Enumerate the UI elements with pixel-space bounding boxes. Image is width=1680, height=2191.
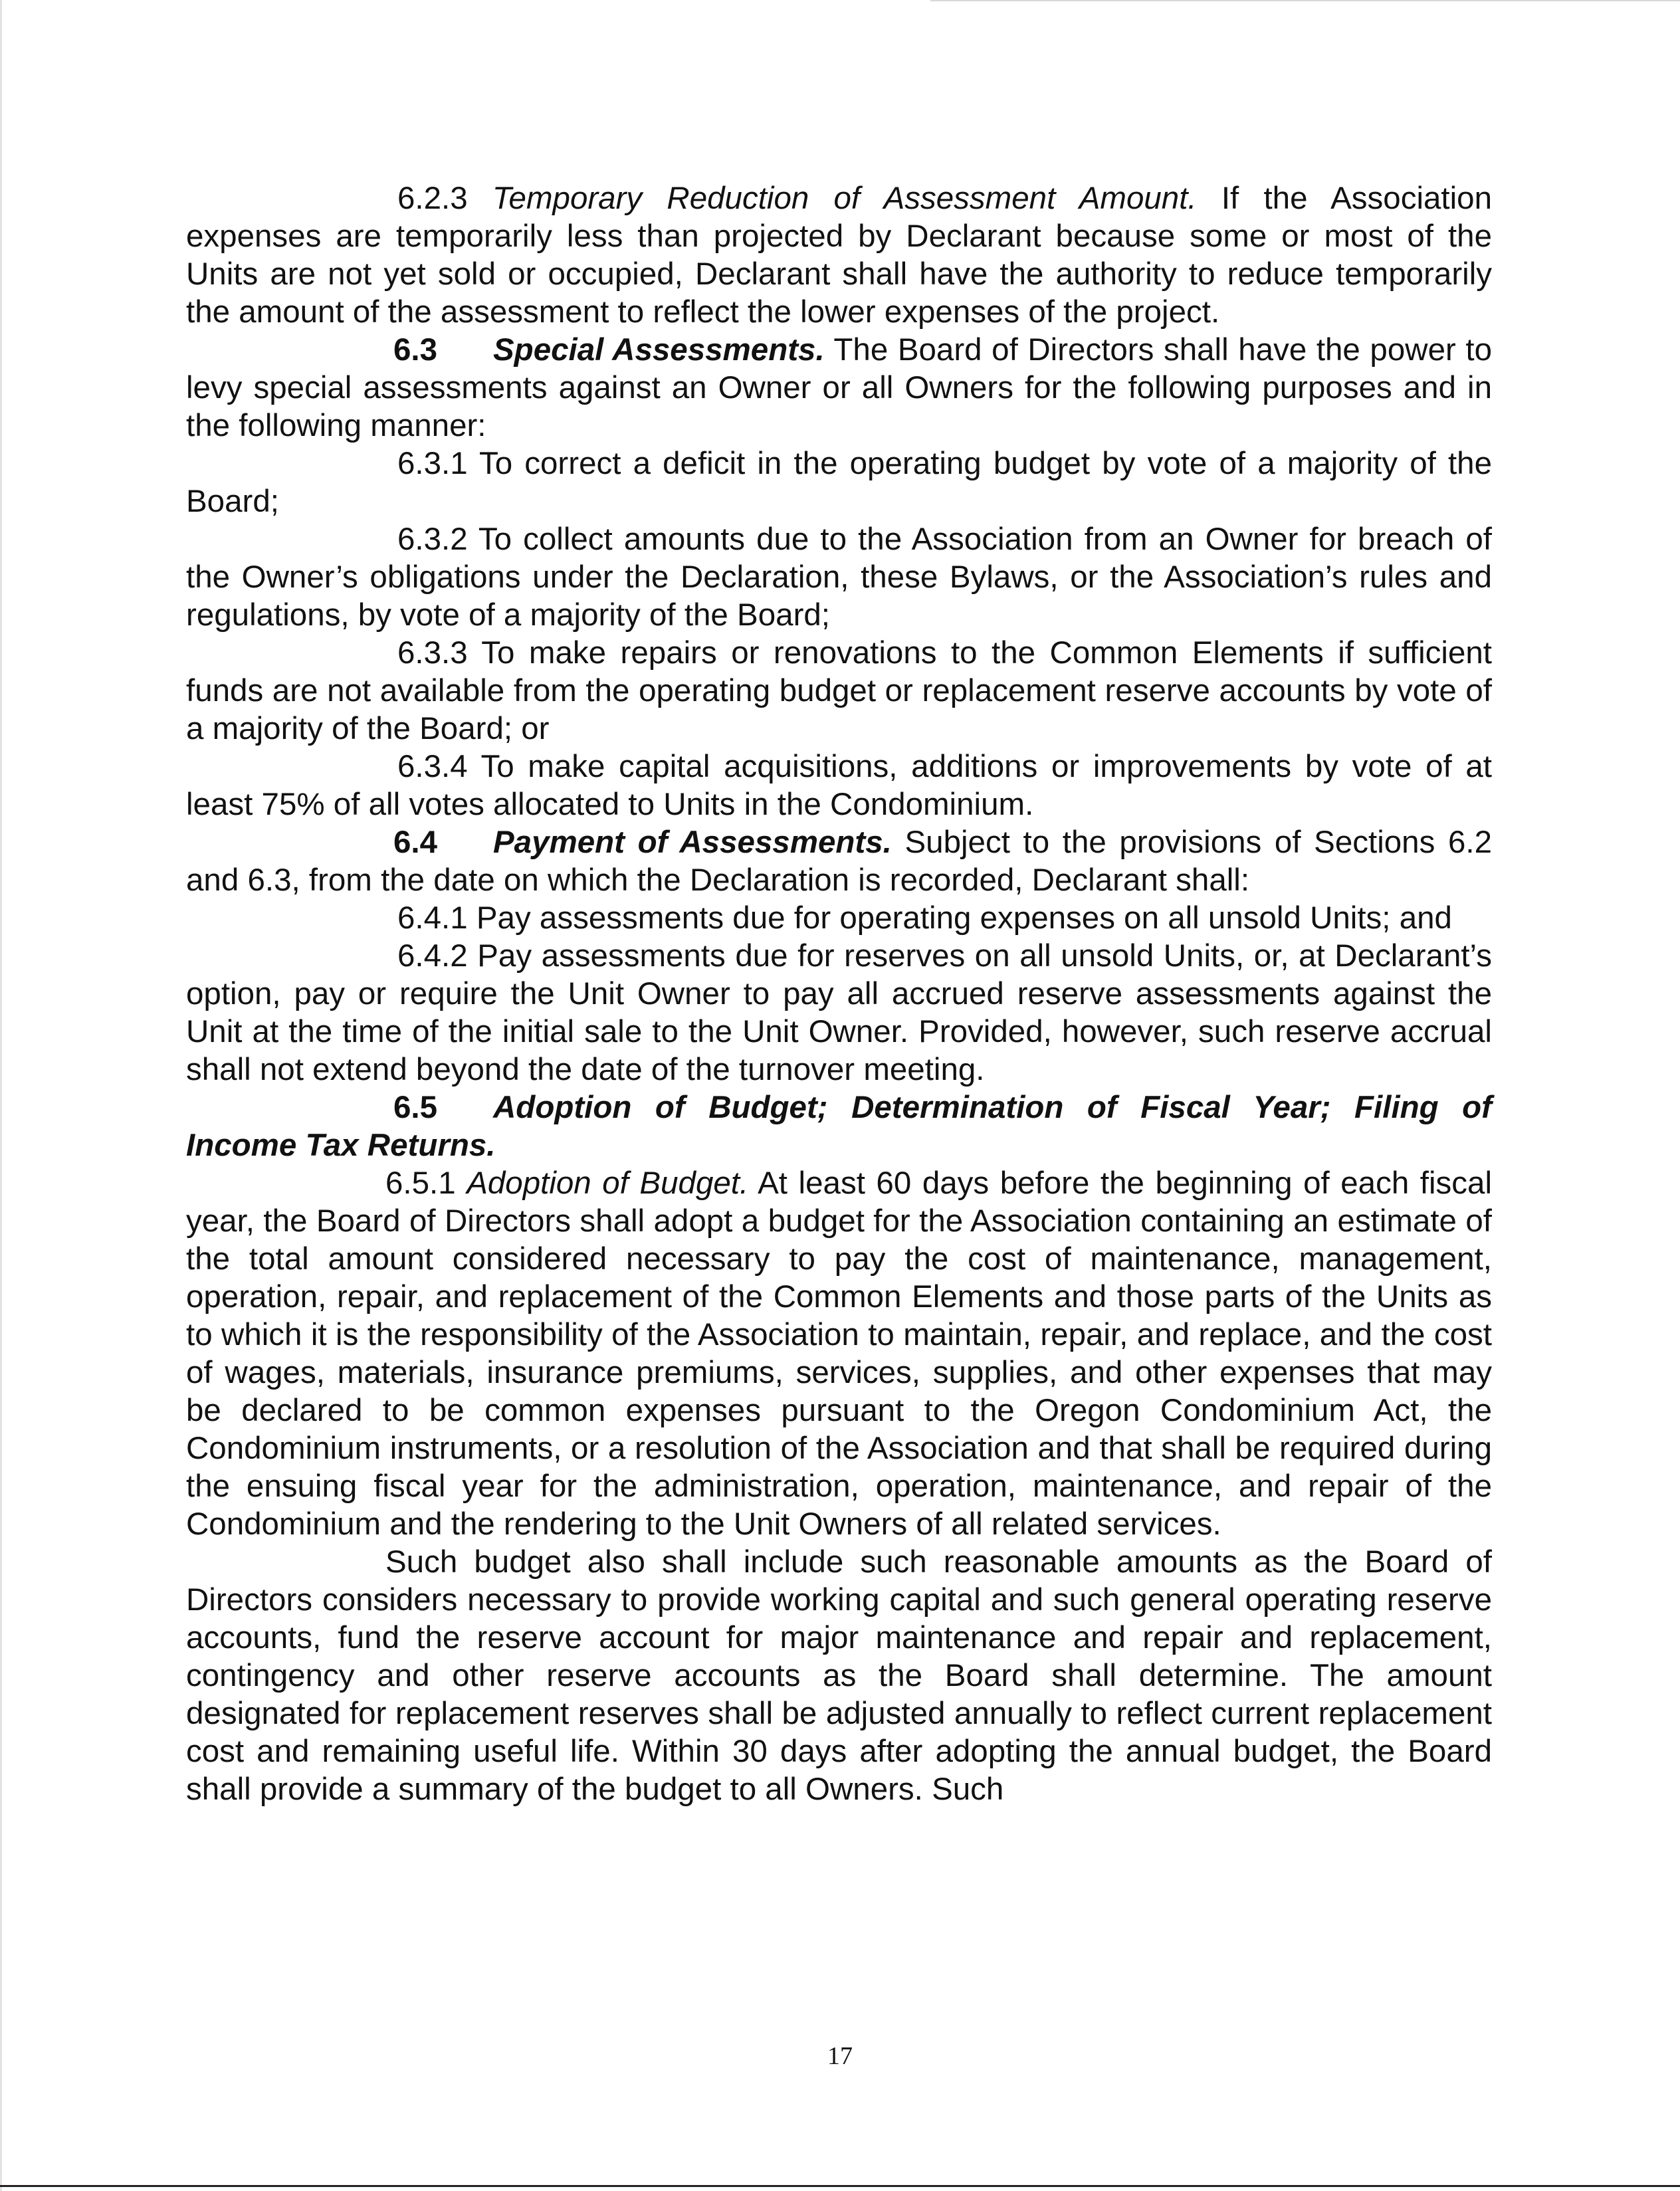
section-number: 6.3.3 <box>397 635 468 671</box>
paragraph-6-5-1-continued <box>186 1543 1492 1808</box>
section-text: Pay assessments due for operating expenses on all unsold Units; and <box>476 900 1452 936</box>
paragraph-6-3-2 <box>186 520 1492 634</box>
section-number: 6.4 <box>393 825 438 860</box>
paragraph-6-3-3 <box>186 634 1492 748</box>
section-title: Temporary Reduction of Assessment Amount. <box>492 181 1197 216</box>
section-text: Subject to the provisions of Sections 6.2 and 6.3, from the date on which the Declaration is recorded, Declarant shall: <box>186 825 1492 898</box>
section-title: Adoption of Budget; Determination of Fiscal Year; Filing of Income Tax Returns. <box>186 1090 1492 1163</box>
section-number: 6.3.1 <box>397 446 468 481</box>
section-title: Payment of Assessments. <box>493 825 892 860</box>
section-text: The Board of Directors shall have the power to levy special assessments against an Owner or all Owners for the following purposes and in the following manner: <box>186 332 1493 443</box>
section-number: 6.3 <box>393 332 438 367</box>
paragraph-6-4-2 <box>186 937 1492 1089</box>
section-text: Such budget also shall include such reasonable amounts as the Board of Directors considers necessary to provide working capital and such general operating reserve accounts, fund the reserve account for major maintenance and repair and replacement, contingency and other reserve accounts as the Board shall determine. The amount designated for replacement reserves shall be adjusted annually to reflect current replacement cost and remaining useful life. Within 30 days after adopting the annual budget, the Board shall provide a summary of the budget to all Owners. Such <box>186 1544 1492 1807</box>
paragraph-6-3-1 <box>186 445 1492 520</box>
section-number: 6.5 <box>393 1090 438 1125</box>
paragraph-6-4 <box>186 823 1492 899</box>
scan-edge-left <box>0 0 2 2191</box>
section-number: 6.3.2 <box>397 522 468 557</box>
section-number: 6.2.3 <box>397 181 468 216</box>
section-title: Adoption of Budget. <box>467 1166 749 1201</box>
section-title: Special Assessments. <box>493 332 825 367</box>
section-number: 6.4.1 <box>397 900 468 936</box>
section-text: To correct a deficit in the operating budget by vote of a majority of the Board; <box>186 446 1493 519</box>
scan-edge-bottom <box>0 2185 1680 2187</box>
section-number: 6.3.4 <box>397 749 468 784</box>
section-text: If the Association expenses are temporarily less than projected by Declarant because some or most of the Units are not yet sold or occupied, Declarant shall have the authority to reduce temporarily the amount of the assessment to reflect the lower expenses of the project. <box>186 181 1493 330</box>
paragraph-6-3 <box>186 331 1492 445</box>
paragraph-6-2-3 <box>186 179 1492 331</box>
document-body <box>186 179 1492 1808</box>
paragraph-6-4-1 <box>186 899 1492 937</box>
section-text: Pay assessments due for reserves on all unsold Units, or, at Declarant’s option, pay or require the Unit Owner to pay all accrued reserve assessments against the Unit at the time of the initial sale to the Unit Owner. Provided, however, such reserve accrual shall not extend beyond the date of the turnover meeting. <box>186 938 1493 1087</box>
section-text: To make capital acquisitions, additions or improvements by vote of at least 75% of all votes allocated to Units in the Condominium. <box>186 749 1492 822</box>
paragraph-6-3-4 <box>186 748 1492 823</box>
scan-edge-top <box>930 0 1680 1</box>
section-number: 6.5.1 <box>385 1166 456 1201</box>
section-number: 6.4.2 <box>397 938 468 974</box>
page-number: 17 <box>827 2042 853 2070</box>
paragraph-6-5-1 <box>186 1164 1492 1543</box>
heading-6-5 <box>186 1089 1492 1164</box>
section-text: At least 60 days before the beginning of each fiscal year, the Board of Directors shall adopt a budget for the Association containing an estimate of the total amount considered necessary to pay the cost of maintenance, management, operation, repair, and replacement of the Common Elements and those parts of the Units as to which it is the responsibility of the Association to maintain, repair, and replace, and the cost of wages, materials, insurance premiums, services, supplies, and other expenses that may be declared to be common expenses pursuant to the Oregon Condominium Act, the Condominium instruments, or a resolution of the Association and that shall be required during the ensuing fiscal year for the administration, operation, maintenance, and repair of the Condominium and the rendering to the Unit Owners of all related services. <box>186 1166 1493 1542</box>
section-text: To make repairs or renovations to the Common Elements if sufficient funds are not available from the operating budget or replacement reserve accounts by vote of a majority of the Board; or <box>186 635 1493 746</box>
section-text: To collect amounts due to the Association from an Owner for breach of the Owner’s obligations under the Declaration, these Bylaws, or the Association’s rules and regulations, by vote of a majority of the Board; <box>186 522 1492 633</box>
